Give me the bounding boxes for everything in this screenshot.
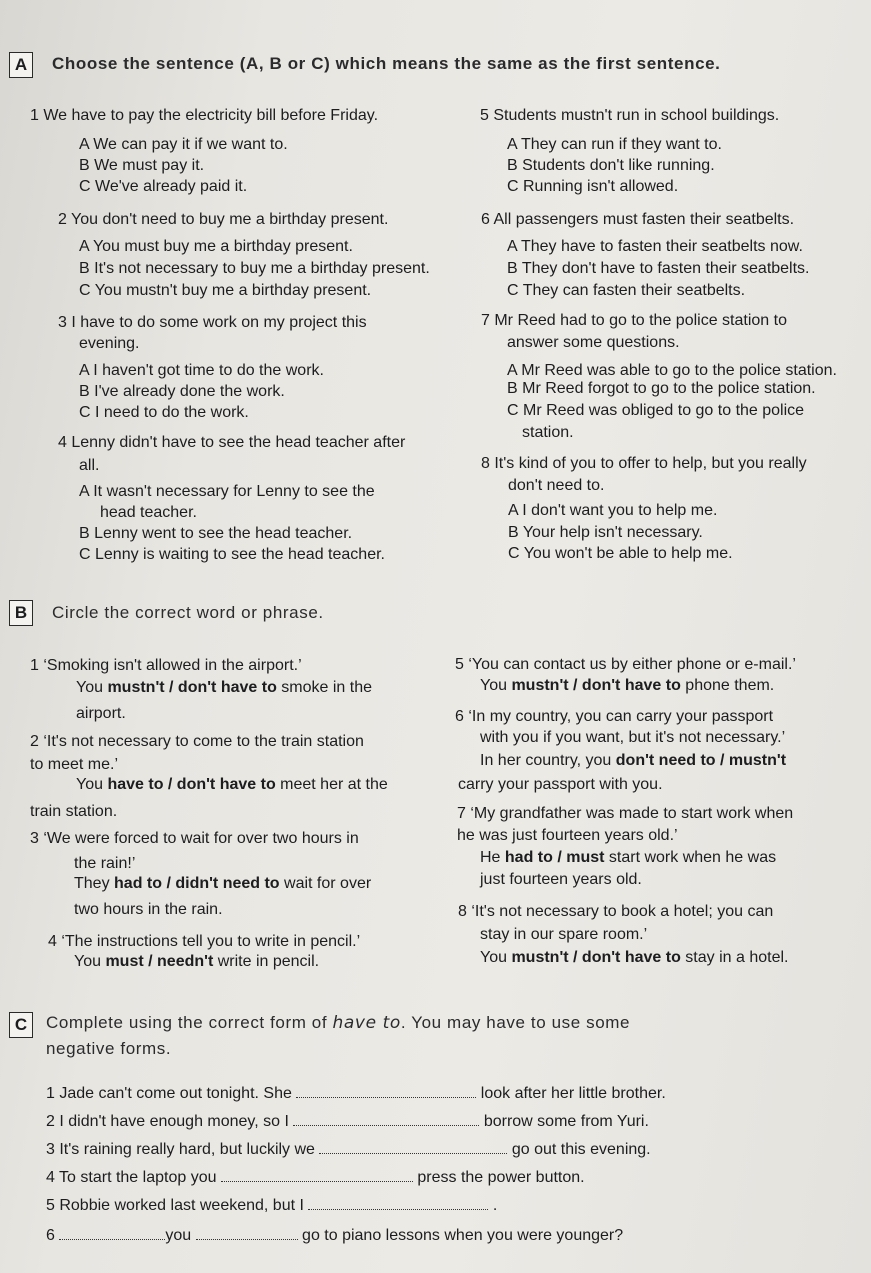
b-q4-prompt: 4 ‘The instructions tell you to write in pencil.’ — [48, 933, 361, 950]
b-q1-choice[interactable]: mustn't / don't have to — [107, 679, 277, 696]
b-q6-prompt-line2: with you if you want, but it's not necessary.’ — [480, 729, 786, 746]
b-q1-prompt: 1 ‘Smoking isn't allowed in the airport.’ — [30, 657, 302, 674]
b-q2-prompt: 2 ‘It's not necessary to come to the train station — [30, 733, 364, 750]
b-q4-choice[interactable]: must / needn't — [105, 953, 214, 970]
b-q7-sentence — [480, 849, 776, 867]
b-q2-choice[interactable]: have to / don't have to — [107, 776, 276, 793]
a-q7-stem-line1: 7 Mr Reed had to go to the police station to — [481, 312, 787, 329]
c-q1-pre: 1 Jade can't come out tonight. She — [46, 1085, 297, 1102]
c-q2-pre: 2 I didn't have enough money, so I — [46, 1113, 294, 1130]
a-q1-option-a[interactable]: A We can pay it if we want to. — [79, 136, 288, 153]
b-q8-prompt: 8 ‘It's not necessary to book a hotel; you can — [458, 903, 774, 920]
c-q3-pre: 3 It's raining really hard, but luckily we — [46, 1141, 320, 1158]
a-q7-option-c-line1[interactable]: C Mr Reed was obliged to go to the police — [507, 402, 805, 419]
a-q7-stem-line2: answer some questions. — [507, 334, 680, 351]
a-q1-option-c[interactable]: C We've already paid it. — [79, 178, 248, 195]
c-q4-pre: 4 To start the laptop you — [46, 1169, 221, 1186]
c-q6-post: go to piano lessons when you were younger? — [297, 1227, 624, 1244]
b-q6-sentence — [480, 752, 786, 770]
b-q2-post: meet her at the — [275, 776, 388, 793]
b-q7-line4: just fourteen years old. — [480, 871, 642, 888]
a-q5-option-c[interactable]: C Running isn't allowed. — [507, 178, 679, 195]
a-q4-option-a-line1[interactable]: A It wasn't necessary for Lenny to see the — [79, 483, 375, 500]
b-q6-pre: In her country, you — [480, 752, 616, 769]
a-q6-option-a[interactable]: A They have to fasten their seatbelts now. — [507, 238, 803, 255]
b-q6-prompt: 6 ‘In my country, you can carry your passport — [455, 708, 774, 725]
section-c-instruction-line2: negative forms. — [46, 1039, 172, 1058]
c-q5 — [46, 1195, 497, 1215]
a-q6-stem: 6 All passengers must fasten their seatbelts. — [481, 211, 795, 228]
a-q2-stem: 2 You don't need to buy me a birthday present. — [58, 211, 389, 228]
b-q6-choice[interactable]: don't need to / mustn't — [615, 752, 787, 769]
c-q3-blank[interactable] — [319, 1139, 507, 1154]
b-q2-sentence — [76, 776, 388, 794]
a-q8-option-c[interactable]: C You won't be able to help me. — [508, 545, 733, 562]
b-q7-post: start work when he was — [604, 849, 777, 866]
a-q3-stem-line1: 3 I have to do some work on my project this — [58, 314, 367, 331]
b-q4-post: write in pencil. — [213, 953, 320, 970]
b-q2-line4: train station. — [30, 803, 118, 820]
b-q5-sentence — [480, 677, 774, 695]
a-q4-option-c[interactable]: C Lenny is waiting to see the head teacher. — [79, 546, 385, 563]
a-q4-stem-line2: all. — [79, 457, 100, 474]
c-q3-post: go out this evening. — [507, 1141, 651, 1158]
a-q5-option-b[interactable]: B Students don't like running. — [507, 157, 715, 174]
a-q1-stem: 1 We have to pay the electricity bill before Friday. — [30, 107, 379, 124]
a-q8-stem-line1: 8 It's kind of you to offer to help, but you really — [481, 455, 807, 472]
a-q8-option-a[interactable]: A I don't want you to help me. — [508, 502, 718, 519]
b-q5-post: phone them. — [680, 677, 775, 694]
b-q3-post: wait for over — [279, 875, 372, 892]
c-q6-pre: 6 — [46, 1227, 60, 1244]
c-q3 — [46, 1139, 651, 1159]
b-q7-choice[interactable]: had to / must — [504, 849, 605, 866]
b-q7-prompt: 7 ‘My grandfather was made to start work when — [457, 805, 794, 822]
a-q4-stem-line1: 4 Lenny didn't have to see the head teacher after — [58, 434, 406, 451]
b-q1-sentence — [76, 679, 372, 697]
c-q5-pre: 5 Robbie worked last weekend, but I — [46, 1197, 309, 1214]
b-q7-prompt-line2: he was just fourteen years old.’ — [457, 827, 678, 844]
section-b-instruction: Circle the correct word or phrase. — [52, 603, 324, 622]
a-q6-option-b[interactable]: B They don't have to fasten their seatbelts. — [507, 260, 810, 277]
b-q5-pre: You — [480, 677, 512, 694]
b-q3-prompt: 3 ‘We were forced to wait for over two hours in — [30, 830, 359, 847]
section-c-label: C — [9, 1012, 33, 1038]
a-q7-option-c-line2[interactable]: station. — [522, 424, 574, 441]
a-q7-option-b[interactable]: B Mr Reed forgot to go to the police station. — [507, 380, 816, 397]
b-q3-prompt-line2: the rain!’ — [74, 855, 136, 872]
a-q3-option-a[interactable]: A I haven't got time to do the work. — [79, 362, 324, 379]
b-q2-pre: You — [76, 776, 108, 793]
b-q8-choice[interactable]: mustn't / don't have to — [511, 949, 681, 966]
c-q5-blank[interactable] — [308, 1195, 488, 1210]
c-q4-blank[interactable] — [221, 1167, 413, 1182]
a-q4-option-b[interactable]: B Lenny went to see the head teacher. — [79, 525, 353, 542]
b-q2-prompt-line2: to meet me.’ — [30, 756, 119, 773]
section-c-instruction-pre: Complete using the correct form of — [46, 1013, 333, 1032]
b-q8-post: stay in a hotel. — [680, 949, 789, 966]
b-q4-sentence — [74, 953, 319, 971]
a-q5-stem: 5 Students mustn't run in school buildings. — [480, 107, 780, 124]
b-q1-pre: You — [76, 679, 108, 696]
section-a-label: A — [9, 52, 33, 78]
b-q8-sentence — [480, 949, 788, 967]
c-q2 — [46, 1111, 649, 1131]
a-q7-option-a[interactable]: A Mr Reed was able to go to the police station. — [507, 362, 837, 379]
a-q8-option-b[interactable]: B Your help isn't necessary. — [508, 524, 703, 541]
a-q1-option-b[interactable]: B We must pay it. — [79, 157, 205, 174]
c-q1-post: look after her little brother. — [476, 1085, 666, 1102]
c-q1-blank[interactable] — [296, 1083, 476, 1098]
c-q2-blank[interactable] — [293, 1111, 479, 1126]
b-q8-prompt-line2: stay in our spare room.’ — [480, 926, 648, 943]
section-c-instruction-em: have to — [332, 1013, 401, 1033]
b-q7-pre: He — [480, 849, 505, 866]
a-q5-option-a[interactable]: A They can run if they want to. — [507, 136, 722, 153]
c-q2-post: borrow some from Yuri. — [479, 1113, 649, 1130]
a-q3-option-b[interactable]: B I've already done the work. — [79, 383, 285, 400]
b-q6-line4: carry your passport with you. — [458, 776, 663, 793]
a-q8-stem-line2: don't need to. — [508, 477, 605, 494]
b-q1-post: smoke in the — [276, 679, 372, 696]
section-a-instruction: Choose the sentence (A, B or C) which means the same as the first sentence. — [52, 54, 721, 73]
b-q3-line4: two hours in the rain. — [74, 901, 223, 918]
c-q6-blank-1[interactable] — [59, 1225, 165, 1240]
c-q6-blank-2[interactable] — [196, 1225, 298, 1240]
c-q4 — [46, 1167, 585, 1187]
c-q4-post: press the power button. — [412, 1169, 585, 1186]
a-q3-stem-line2: evening. — [79, 335, 140, 352]
b-q4-pre: You — [74, 953, 106, 970]
c-q6 — [46, 1225, 623, 1245]
section-c-instruction-post: . You may have to use some — [400, 1013, 631, 1032]
a-q3-option-c[interactable]: C I need to do the work. — [79, 404, 249, 421]
b-q3-pre: They — [74, 875, 115, 892]
a-q4-option-a-line2[interactable]: head teacher. — [100, 504, 197, 521]
a-q6-option-c[interactable]: C They can fasten their seatbelts. — [507, 282, 746, 299]
c-q6-mid: you — [165, 1227, 196, 1244]
section-c-instruction — [46, 1013, 630, 1033]
c-q1 — [46, 1083, 666, 1103]
a-q2-option-a[interactable]: A You must buy me a birthday present. — [79, 238, 353, 255]
b-q5-prompt: 5 ‘You can contact us by either phone or e-mail.’ — [455, 656, 796, 673]
b-q3-choice[interactable]: had to / didn't need to — [114, 875, 280, 892]
b-q1-line3: airport. — [76, 705, 126, 722]
b-q5-choice[interactable]: mustn't / don't have to — [511, 677, 681, 694]
b-q3-sentence — [74, 875, 371, 893]
c-q5-post: . — [488, 1197, 498, 1214]
b-q8-pre: You — [480, 949, 512, 966]
section-b-label: B — [9, 600, 33, 626]
a-q2-option-b[interactable]: B It's not necessary to buy me a birthday present. — [79, 260, 430, 277]
a-q2-option-c[interactable]: C You mustn't buy me a birthday present. — [79, 282, 372, 299]
